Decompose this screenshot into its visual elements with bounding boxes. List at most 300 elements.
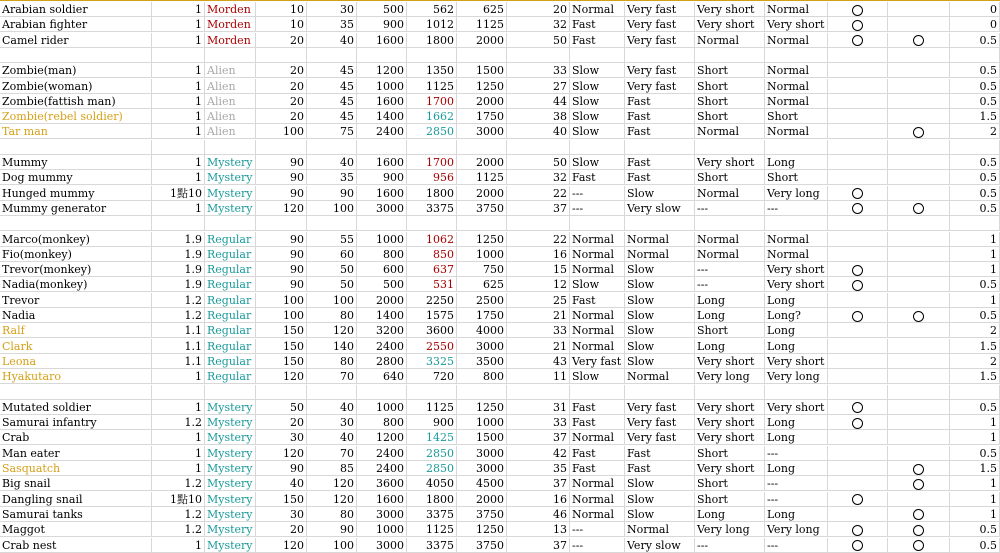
duration-cell[interactable]: --- bbox=[765, 446, 828, 461]
flag-1-cell[interactable] bbox=[828, 262, 888, 277]
flag-2-cell[interactable] bbox=[888, 400, 950, 415]
value-cell[interactable]: 1 bbox=[950, 507, 1000, 522]
stat-3-cell[interactable]: 3200 bbox=[357, 323, 407, 338]
name-cell[interactable]: Zombie(man) bbox=[0, 63, 152, 78]
speed-cell[interactable] bbox=[570, 216, 625, 231]
speed-cell[interactable]: Slow bbox=[570, 277, 625, 292]
stat-2-cell[interactable]: 90 bbox=[307, 522, 357, 537]
flag-2-cell[interactable] bbox=[888, 277, 950, 292]
stat-1-cell[interactable]: 90 bbox=[256, 277, 307, 292]
value-cell[interactable]: 0.5 bbox=[950, 186, 1000, 201]
flag-2-cell[interactable] bbox=[888, 33, 950, 48]
name-cell[interactable]: Clark bbox=[0, 339, 152, 354]
stat-4-cell[interactable]: 3325 bbox=[407, 354, 457, 369]
stat-6-cell[interactable]: 16 bbox=[507, 492, 570, 507]
stat-2-cell[interactable]: 45 bbox=[307, 109, 357, 124]
stat-1-cell[interactable]: 90 bbox=[256, 186, 307, 201]
stat-5-cell[interactable]: 1125 bbox=[457, 17, 507, 32]
multiplier-cell[interactable] bbox=[152, 48, 205, 63]
name-cell[interactable]: Trevor(monkey) bbox=[0, 262, 152, 277]
attack-speed-cell[interactable]: Very fast bbox=[625, 33, 695, 48]
duration-cell[interactable]: --- bbox=[765, 492, 828, 507]
attack-speed-cell[interactable] bbox=[625, 48, 695, 63]
type-cell[interactable]: Regular bbox=[205, 339, 256, 354]
attack-speed-cell[interactable]: Very fast bbox=[625, 17, 695, 32]
name-cell[interactable]: Arabian soldier bbox=[0, 2, 152, 17]
stat-1-cell[interactable]: 120 bbox=[256, 446, 307, 461]
range-cell[interactable]: --- bbox=[695, 277, 765, 292]
stat-5-cell[interactable]: 3500 bbox=[457, 354, 507, 369]
range-cell[interactable]: Very short bbox=[695, 2, 765, 17]
flag-1-cell[interactable] bbox=[828, 140, 888, 155]
flag-1-cell[interactable] bbox=[828, 186, 888, 201]
stat-1-cell[interactable] bbox=[256, 48, 307, 63]
name-cell[interactable]: Arabian fighter bbox=[0, 17, 152, 32]
multiplier-cell[interactable]: 1.9 bbox=[152, 262, 205, 277]
flag-2-cell[interactable] bbox=[888, 140, 950, 155]
stat-5-cell[interactable]: 1250 bbox=[457, 400, 507, 415]
stat-2-cell[interactable]: 100 bbox=[307, 293, 357, 308]
type-cell[interactable]: Mystery bbox=[205, 446, 256, 461]
flag-1-cell[interactable] bbox=[828, 17, 888, 32]
stat-2-cell[interactable]: 80 bbox=[307, 354, 357, 369]
flag-2-cell[interactable] bbox=[888, 385, 950, 400]
name-cell[interactable]: Samurai tanks bbox=[0, 507, 152, 522]
multiplier-cell[interactable]: 1.2 bbox=[152, 507, 205, 522]
stat-6-cell[interactable]: 22 bbox=[507, 232, 570, 247]
stat-3-cell[interactable]: 3000 bbox=[357, 201, 407, 216]
attack-speed-cell[interactable]: Very fast bbox=[625, 79, 695, 94]
duration-cell[interactable]: Normal bbox=[765, 232, 828, 247]
stat-5-cell[interactable]: 3750 bbox=[457, 538, 507, 553]
flag-1-cell[interactable] bbox=[828, 430, 888, 445]
range-cell[interactable]: Short bbox=[695, 170, 765, 185]
stat-5-cell[interactable]: 3000 bbox=[457, 339, 507, 354]
flag-2-cell[interactable] bbox=[888, 17, 950, 32]
speed-cell[interactable]: --- bbox=[570, 538, 625, 553]
name-cell[interactable]: Big snail bbox=[0, 476, 152, 491]
stat-6-cell[interactable] bbox=[507, 216, 570, 231]
stat-5-cell[interactable]: 3000 bbox=[457, 446, 507, 461]
name-cell[interactable]: Hyakutaro bbox=[0, 369, 152, 384]
stat-3-cell[interactable]: 1600 bbox=[357, 186, 407, 201]
flag-2-cell[interactable] bbox=[888, 186, 950, 201]
flag-2-cell[interactable] bbox=[888, 232, 950, 247]
range-cell[interactable]: Normal bbox=[695, 124, 765, 139]
speed-cell[interactable]: Normal bbox=[570, 492, 625, 507]
speed-cell[interactable] bbox=[570, 140, 625, 155]
stat-3-cell[interactable]: 1400 bbox=[357, 308, 407, 323]
speed-cell[interactable]: Normal bbox=[570, 247, 625, 262]
stat-6-cell[interactable]: 21 bbox=[507, 339, 570, 354]
flag-2-cell[interactable] bbox=[888, 369, 950, 384]
stat-2-cell[interactable] bbox=[307, 216, 357, 231]
duration-cell[interactable]: Long bbox=[765, 507, 828, 522]
attack-speed-cell[interactable]: Normal bbox=[625, 232, 695, 247]
duration-cell[interactable]: Short bbox=[765, 109, 828, 124]
duration-cell[interactable]: Long bbox=[765, 461, 828, 476]
attack-speed-cell[interactable]: Slow bbox=[625, 277, 695, 292]
stat-4-cell[interactable]: 1700 bbox=[407, 94, 457, 109]
range-cell[interactable]: Normal bbox=[695, 33, 765, 48]
multiplier-cell[interactable]: 1 bbox=[152, 400, 205, 415]
attack-speed-cell[interactable]: Fast bbox=[625, 446, 695, 461]
stat-6-cell[interactable]: 33 bbox=[507, 323, 570, 338]
stat-5-cell[interactable]: 2000 bbox=[457, 33, 507, 48]
stat-1-cell[interactable]: 100 bbox=[256, 293, 307, 308]
stat-3-cell[interactable]: 2000 bbox=[357, 293, 407, 308]
attack-speed-cell[interactable]: Slow bbox=[625, 308, 695, 323]
name-cell[interactable]: Dog mummy bbox=[0, 170, 152, 185]
flag-1-cell[interactable] bbox=[828, 323, 888, 338]
attack-speed-cell[interactable]: Very fast bbox=[625, 415, 695, 430]
type-cell[interactable]: Alien bbox=[205, 94, 256, 109]
stat-6-cell[interactable]: 20 bbox=[507, 2, 570, 17]
stat-4-cell[interactable] bbox=[407, 48, 457, 63]
stat-6-cell[interactable]: 22 bbox=[507, 186, 570, 201]
multiplier-cell[interactable]: 1點10 bbox=[152, 186, 205, 201]
value-cell[interactable]: 1 bbox=[950, 430, 1000, 445]
flag-2-cell[interactable] bbox=[888, 446, 950, 461]
stat-2-cell[interactable]: 80 bbox=[307, 308, 357, 323]
range-cell[interactable]: Very short bbox=[695, 461, 765, 476]
stat-3-cell[interactable] bbox=[357, 140, 407, 155]
stat-4-cell[interactable]: 2850 bbox=[407, 461, 457, 476]
flag-2-cell[interactable] bbox=[888, 522, 950, 537]
flag-2-cell[interactable] bbox=[888, 155, 950, 170]
stat-2-cell[interactable]: 70 bbox=[307, 369, 357, 384]
value-cell[interactable]: 1.5 bbox=[950, 109, 1000, 124]
duration-cell[interactable]: Normal bbox=[765, 94, 828, 109]
speed-cell[interactable]: Fast bbox=[570, 415, 625, 430]
duration-cell[interactable]: Normal bbox=[765, 247, 828, 262]
stat-1-cell[interactable]: 20 bbox=[256, 79, 307, 94]
attack-speed-cell[interactable]: Very fast bbox=[625, 2, 695, 17]
stat-2-cell[interactable] bbox=[307, 385, 357, 400]
stat-6-cell[interactable]: 40 bbox=[507, 124, 570, 139]
stat-2-cell[interactable]: 50 bbox=[307, 277, 357, 292]
type-cell[interactable] bbox=[205, 216, 256, 231]
name-cell[interactable]: Fio(monkey) bbox=[0, 247, 152, 262]
stat-3-cell[interactable]: 3000 bbox=[357, 538, 407, 553]
flag-1-cell[interactable] bbox=[828, 48, 888, 63]
stat-4-cell[interactable]: 2850 bbox=[407, 124, 457, 139]
speed-cell[interactable]: Slow bbox=[570, 155, 625, 170]
stat-4-cell[interactable]: 900 bbox=[407, 415, 457, 430]
stat-6-cell[interactable]: 38 bbox=[507, 109, 570, 124]
value-cell[interactable]: 0.5 bbox=[950, 33, 1000, 48]
flag-2-cell[interactable] bbox=[888, 109, 950, 124]
duration-cell[interactable]: Very long bbox=[765, 186, 828, 201]
flag-1-cell[interactable] bbox=[828, 247, 888, 262]
flag-2-cell[interactable] bbox=[888, 461, 950, 476]
name-cell[interactable]: Crab bbox=[0, 430, 152, 445]
stat-1-cell[interactable]: 90 bbox=[256, 461, 307, 476]
stat-1-cell[interactable]: 20 bbox=[256, 522, 307, 537]
stat-1-cell[interactable]: 20 bbox=[256, 63, 307, 78]
stat-1-cell[interactable] bbox=[256, 140, 307, 155]
multiplier-cell[interactable]: 1.2 bbox=[152, 476, 205, 491]
attack-speed-cell[interactable]: Normal bbox=[625, 369, 695, 384]
flag-2-cell[interactable] bbox=[888, 170, 950, 185]
stat-5-cell[interactable]: 1750 bbox=[457, 308, 507, 323]
value-cell[interactable]: 1 bbox=[950, 247, 1000, 262]
stat-4-cell[interactable]: 1662 bbox=[407, 109, 457, 124]
range-cell[interactable]: --- bbox=[695, 201, 765, 216]
flag-1-cell[interactable] bbox=[828, 492, 888, 507]
stat-1-cell[interactable]: 30 bbox=[256, 507, 307, 522]
stat-2-cell[interactable]: 140 bbox=[307, 339, 357, 354]
multiplier-cell[interactable]: 1 bbox=[152, 538, 205, 553]
name-cell[interactable] bbox=[0, 385, 152, 400]
speed-cell[interactable]: Normal bbox=[570, 339, 625, 354]
multiplier-cell[interactable]: 1 bbox=[152, 155, 205, 170]
stat-6-cell[interactable]: 31 bbox=[507, 400, 570, 415]
stat-5-cell[interactable] bbox=[457, 385, 507, 400]
duration-cell[interactable]: Very short bbox=[765, 262, 828, 277]
stat-3-cell[interactable]: 2400 bbox=[357, 124, 407, 139]
speed-cell[interactable]: Normal bbox=[570, 308, 625, 323]
speed-cell[interactable]: Normal bbox=[570, 232, 625, 247]
multiplier-cell[interactable] bbox=[152, 385, 205, 400]
multiplier-cell[interactable]: 1.2 bbox=[152, 293, 205, 308]
name-cell[interactable] bbox=[0, 48, 152, 63]
type-cell[interactable]: Morden bbox=[205, 2, 256, 17]
stat-4-cell[interactable] bbox=[407, 216, 457, 231]
duration-cell[interactable]: Normal bbox=[765, 63, 828, 78]
flag-1-cell[interactable] bbox=[828, 339, 888, 354]
stat-2-cell[interactable]: 40 bbox=[307, 430, 357, 445]
stat-2-cell[interactable]: 120 bbox=[307, 476, 357, 491]
stat-4-cell[interactable]: 3375 bbox=[407, 538, 457, 553]
value-cell[interactable]: 0.5 bbox=[950, 94, 1000, 109]
attack-speed-cell[interactable]: Slow bbox=[625, 339, 695, 354]
type-cell[interactable]: Regular bbox=[205, 308, 256, 323]
flag-1-cell[interactable] bbox=[828, 446, 888, 461]
stat-3-cell[interactable]: 500 bbox=[357, 277, 407, 292]
flag-1-cell[interactable] bbox=[828, 400, 888, 415]
stat-5-cell[interactable]: 2000 bbox=[457, 155, 507, 170]
attack-speed-cell[interactable]: Slow bbox=[625, 507, 695, 522]
stat-3-cell[interactable]: 2800 bbox=[357, 354, 407, 369]
range-cell[interactable] bbox=[695, 140, 765, 155]
multiplier-cell[interactable]: 1 bbox=[152, 461, 205, 476]
flag-2-cell[interactable] bbox=[888, 339, 950, 354]
name-cell[interactable]: Trevor bbox=[0, 293, 152, 308]
flag-1-cell[interactable] bbox=[828, 354, 888, 369]
name-cell[interactable] bbox=[0, 140, 152, 155]
multiplier-cell[interactable]: 1 bbox=[152, 369, 205, 384]
flag-1-cell[interactable] bbox=[828, 476, 888, 491]
flag-1-cell[interactable] bbox=[828, 170, 888, 185]
value-cell[interactable]: 0.5 bbox=[950, 277, 1000, 292]
speed-cell[interactable]: Fast bbox=[570, 17, 625, 32]
stat-2-cell[interactable]: 45 bbox=[307, 94, 357, 109]
value-cell[interactable]: 0.5 bbox=[950, 538, 1000, 553]
flag-1-cell[interactable] bbox=[828, 507, 888, 522]
value-cell[interactable]: 0.5 bbox=[950, 201, 1000, 216]
stat-2-cell[interactable]: 100 bbox=[307, 201, 357, 216]
speed-cell[interactable]: Fast bbox=[570, 446, 625, 461]
multiplier-cell[interactable] bbox=[152, 216, 205, 231]
stat-3-cell[interactable]: 1400 bbox=[357, 109, 407, 124]
range-cell[interactable]: Short bbox=[695, 79, 765, 94]
stat-6-cell[interactable]: 43 bbox=[507, 354, 570, 369]
stat-3-cell[interactable]: 1200 bbox=[357, 63, 407, 78]
stat-6-cell[interactable]: 46 bbox=[507, 507, 570, 522]
flag-1-cell[interactable] bbox=[828, 109, 888, 124]
stat-4-cell[interactable]: 1800 bbox=[407, 492, 457, 507]
value-cell[interactable]: 1 bbox=[950, 262, 1000, 277]
flag-1-cell[interactable] bbox=[828, 216, 888, 231]
speed-cell[interactable]: Normal bbox=[570, 2, 625, 17]
range-cell[interactable]: --- bbox=[695, 538, 765, 553]
stat-6-cell[interactable]: 50 bbox=[507, 155, 570, 170]
type-cell[interactable]: Regular bbox=[205, 323, 256, 338]
stat-1-cell[interactable]: 40 bbox=[256, 476, 307, 491]
multiplier-cell[interactable]: 1.2 bbox=[152, 308, 205, 323]
type-cell[interactable]: Mystery bbox=[205, 155, 256, 170]
flag-2-cell[interactable] bbox=[888, 323, 950, 338]
name-cell[interactable]: Ralf bbox=[0, 323, 152, 338]
flag-1-cell[interactable] bbox=[828, 277, 888, 292]
stat-1-cell[interactable]: 90 bbox=[256, 170, 307, 185]
stat-5-cell[interactable]: 625 bbox=[457, 277, 507, 292]
type-cell[interactable]: Mystery bbox=[205, 415, 256, 430]
attack-speed-cell[interactable]: Slow bbox=[625, 476, 695, 491]
flag-1-cell[interactable] bbox=[828, 124, 888, 139]
type-cell[interactable]: Regular bbox=[205, 232, 256, 247]
range-cell[interactable]: Long bbox=[695, 507, 765, 522]
flag-2-cell[interactable] bbox=[888, 48, 950, 63]
stat-5-cell[interactable]: 3750 bbox=[457, 507, 507, 522]
stat-1-cell[interactable]: 150 bbox=[256, 492, 307, 507]
stat-1-cell[interactable]: 20 bbox=[256, 33, 307, 48]
range-cell[interactable]: Normal bbox=[695, 247, 765, 262]
attack-speed-cell[interactable]: Normal bbox=[625, 247, 695, 262]
stat-3-cell[interactable]: 1600 bbox=[357, 94, 407, 109]
flag-1-cell[interactable] bbox=[828, 385, 888, 400]
stat-2-cell[interactable]: 120 bbox=[307, 492, 357, 507]
speed-cell[interactable]: Slow bbox=[570, 63, 625, 78]
stat-2-cell[interactable]: 85 bbox=[307, 461, 357, 476]
flag-2-cell[interactable] bbox=[888, 507, 950, 522]
flag-2-cell[interactable] bbox=[888, 63, 950, 78]
attack-speed-cell[interactable]: Fast bbox=[625, 461, 695, 476]
attack-speed-cell[interactable]: Slow bbox=[625, 492, 695, 507]
stat-4-cell[interactable]: 3375 bbox=[407, 507, 457, 522]
duration-cell[interactable]: Normal bbox=[765, 2, 828, 17]
multiplier-cell[interactable]: 1.2 bbox=[152, 522, 205, 537]
stat-5-cell[interactable]: 1250 bbox=[457, 522, 507, 537]
value-cell[interactable]: 0 bbox=[950, 17, 1000, 32]
value-cell[interactable]: 0.5 bbox=[950, 446, 1000, 461]
duration-cell[interactable] bbox=[765, 140, 828, 155]
value-cell[interactable]: 1 bbox=[950, 476, 1000, 491]
range-cell[interactable]: Short bbox=[695, 109, 765, 124]
stat-2-cell[interactable]: 100 bbox=[307, 538, 357, 553]
stat-1-cell[interactable]: 90 bbox=[256, 262, 307, 277]
attack-speed-cell[interactable]: Slow bbox=[625, 262, 695, 277]
flag-1-cell[interactable] bbox=[828, 33, 888, 48]
multiplier-cell[interactable]: 1.9 bbox=[152, 277, 205, 292]
type-cell[interactable]: Regular bbox=[205, 247, 256, 262]
range-cell[interactable]: Short bbox=[695, 446, 765, 461]
stat-1-cell[interactable]: 20 bbox=[256, 415, 307, 430]
stat-6-cell[interactable]: 27 bbox=[507, 79, 570, 94]
multiplier-cell[interactable]: 1.9 bbox=[152, 232, 205, 247]
stat-3-cell[interactable]: 2400 bbox=[357, 446, 407, 461]
speed-cell[interactable]: Fast bbox=[570, 293, 625, 308]
range-cell[interactable]: Short bbox=[695, 476, 765, 491]
flag-1-cell[interactable] bbox=[828, 369, 888, 384]
multiplier-cell[interactable]: 1.9 bbox=[152, 247, 205, 262]
stat-3-cell[interactable]: 800 bbox=[357, 415, 407, 430]
speed-cell[interactable]: --- bbox=[570, 201, 625, 216]
stat-5-cell[interactable]: 1500 bbox=[457, 63, 507, 78]
stat-3-cell[interactable]: 1600 bbox=[357, 155, 407, 170]
stat-6-cell[interactable]: 33 bbox=[507, 415, 570, 430]
stat-6-cell[interactable]: 11 bbox=[507, 369, 570, 384]
stat-4-cell[interactable]: 1125 bbox=[407, 79, 457, 94]
value-cell[interactable] bbox=[950, 48, 1000, 63]
stat-2-cell[interactable]: 40 bbox=[307, 400, 357, 415]
type-cell[interactable]: Mystery bbox=[205, 538, 256, 553]
stat-2-cell[interactable]: 50 bbox=[307, 262, 357, 277]
speed-cell[interactable]: Normal bbox=[570, 262, 625, 277]
multiplier-cell[interactable]: 1 bbox=[152, 79, 205, 94]
stat-5-cell[interactable] bbox=[457, 48, 507, 63]
stat-4-cell[interactable]: 850 bbox=[407, 247, 457, 262]
duration-cell[interactable]: --- bbox=[765, 538, 828, 553]
stat-2-cell[interactable]: 75 bbox=[307, 124, 357, 139]
value-cell[interactable]: 0.5 bbox=[950, 155, 1000, 170]
stat-1-cell[interactable] bbox=[256, 216, 307, 231]
value-cell[interactable]: 0.5 bbox=[950, 522, 1000, 537]
duration-cell[interactable]: Long bbox=[765, 430, 828, 445]
stat-4-cell[interactable]: 2550 bbox=[407, 339, 457, 354]
range-cell[interactable]: Normal bbox=[695, 232, 765, 247]
value-cell[interactable]: 1.5 bbox=[950, 339, 1000, 354]
stat-3-cell[interactable] bbox=[357, 216, 407, 231]
value-cell[interactable] bbox=[950, 216, 1000, 231]
duration-cell[interactable]: Very short bbox=[765, 277, 828, 292]
attack-speed-cell[interactable]: Fast bbox=[625, 94, 695, 109]
range-cell[interactable]: Very long bbox=[695, 369, 765, 384]
stat-4-cell[interactable]: 2250 bbox=[407, 293, 457, 308]
stat-1-cell[interactable]: 90 bbox=[256, 247, 307, 262]
stat-2-cell[interactable]: 45 bbox=[307, 63, 357, 78]
type-cell[interactable]: Mystery bbox=[205, 186, 256, 201]
stat-3-cell[interactable]: 640 bbox=[357, 369, 407, 384]
value-cell[interactable]: 2 bbox=[950, 323, 1000, 338]
stat-5-cell[interactable]: 750 bbox=[457, 262, 507, 277]
range-cell[interactable]: Very short bbox=[695, 430, 765, 445]
stat-4-cell[interactable]: 1125 bbox=[407, 522, 457, 537]
range-cell[interactable]: Short bbox=[695, 323, 765, 338]
flag-2-cell[interactable] bbox=[888, 293, 950, 308]
multiplier-cell[interactable]: 1 bbox=[152, 430, 205, 445]
name-cell[interactable]: Zombie(fattish man) bbox=[0, 94, 152, 109]
multiplier-cell[interactable]: 1 bbox=[152, 94, 205, 109]
stat-4-cell[interactable]: 1800 bbox=[407, 186, 457, 201]
duration-cell[interactable]: Very long bbox=[765, 369, 828, 384]
stat-2-cell[interactable]: 90 bbox=[307, 186, 357, 201]
stat-5-cell[interactable]: 1000 bbox=[457, 247, 507, 262]
stat-3-cell[interactable]: 2400 bbox=[357, 461, 407, 476]
flag-1-cell[interactable] bbox=[828, 293, 888, 308]
stat-5-cell[interactable]: 2500 bbox=[457, 293, 507, 308]
